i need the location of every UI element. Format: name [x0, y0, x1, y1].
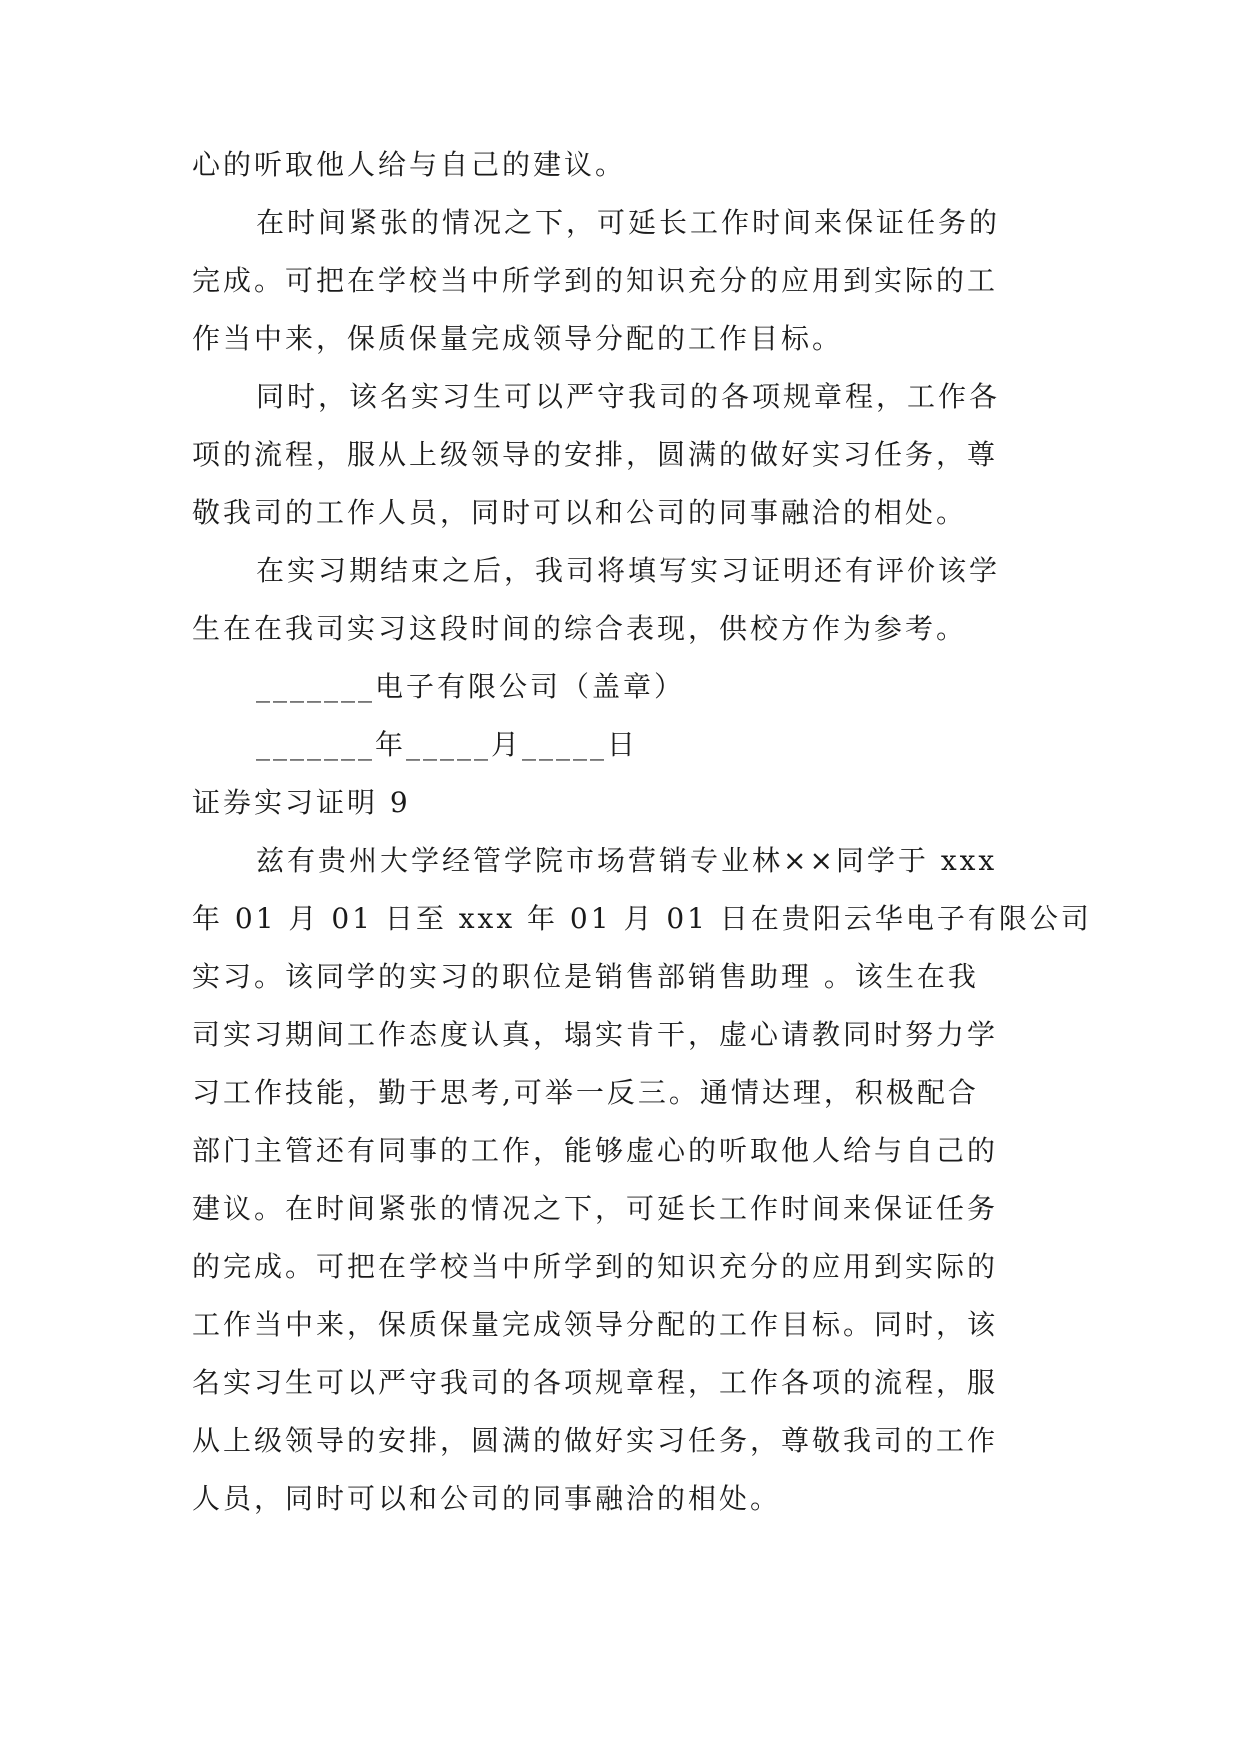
paragraph-line: 兹有贵州大学经管学院市场营销专业林××同学于 xxx [256, 844, 998, 877]
paragraph-line: 年 01 月 01 日至 xxx 年 01 月 01 日在贵阳云华电子有限公司 [192, 902, 1092, 935]
paragraph-line: 工作当中来，保质保量完成领导分配的工作目标。同时，该 [192, 1308, 999, 1341]
paragraph-line: 完成。可把在学校当中所学到的知识充分的应用到实际的工 [192, 264, 999, 297]
date-line: _______年_____月_____日 [256, 728, 639, 761]
paragraph-line: 生在在我司实习这段时间的综合表现，供校方作为参考。 [192, 612, 968, 645]
paragraph-line: 在时间紧张的情况之下，可延长工作时间来保证任务的 [256, 206, 1001, 239]
paragraph-line: 人员，同时可以和公司的同事融洽的相处。 [192, 1482, 782, 1515]
paragraph-line: 在实习期结束之后，我司将填写实习证明还有评价该学 [256, 554, 1001, 587]
continuation-line: 心的听取他人给与自己的建议。 [192, 148, 627, 181]
paragraph-line: 名实习生可以严守我司的各项规章程，工作各项的流程，服 [192, 1366, 999, 1399]
paragraph-line: 项的流程，服从上级领导的安排，圆满的做好实习任务，尊 [192, 438, 999, 471]
paragraph-line: 建议。在时间紧张的情况之下，可延长工作时间来保证任务 [192, 1192, 999, 1225]
paragraph-line: 的完成。可把在学校当中所学到的知识充分的应用到实际的 [192, 1250, 999, 1283]
company-signature: _______电子有限公司（盖章） [256, 670, 686, 703]
paragraph-line: 实习。该同学的实习的职位是销售部销售助理 。该生在我 [192, 960, 979, 993]
paragraph-line: 敬我司的工作人员，同时可以和公司的同事融洽的相处。 [192, 496, 968, 529]
paragraph-line: 作当中来，保质保量完成领导分配的工作目标。 [192, 322, 844, 355]
paragraph-line: 部门主管还有同事的工作，能够虚心的听取他人给与自己的 [192, 1134, 999, 1167]
paragraph-line: 同时，该名实习生可以严守我司的各项规章程，工作各 [256, 380, 1001, 413]
section-title: 证券实习证明 9 [192, 786, 411, 819]
document-body [192, 136, 1092, 1528]
paragraph-line: 习工作技能，勤于思考,可举一反三。通情达理，积极配合 [192, 1076, 979, 1109]
paragraph-line: 从上级领导的安排，圆满的做好实习任务，尊敬我司的工作 [192, 1424, 999, 1457]
paragraph-line: 司实习期间工作态度认真，塌实肯干，虚心请教同时努力学 [192, 1018, 999, 1051]
